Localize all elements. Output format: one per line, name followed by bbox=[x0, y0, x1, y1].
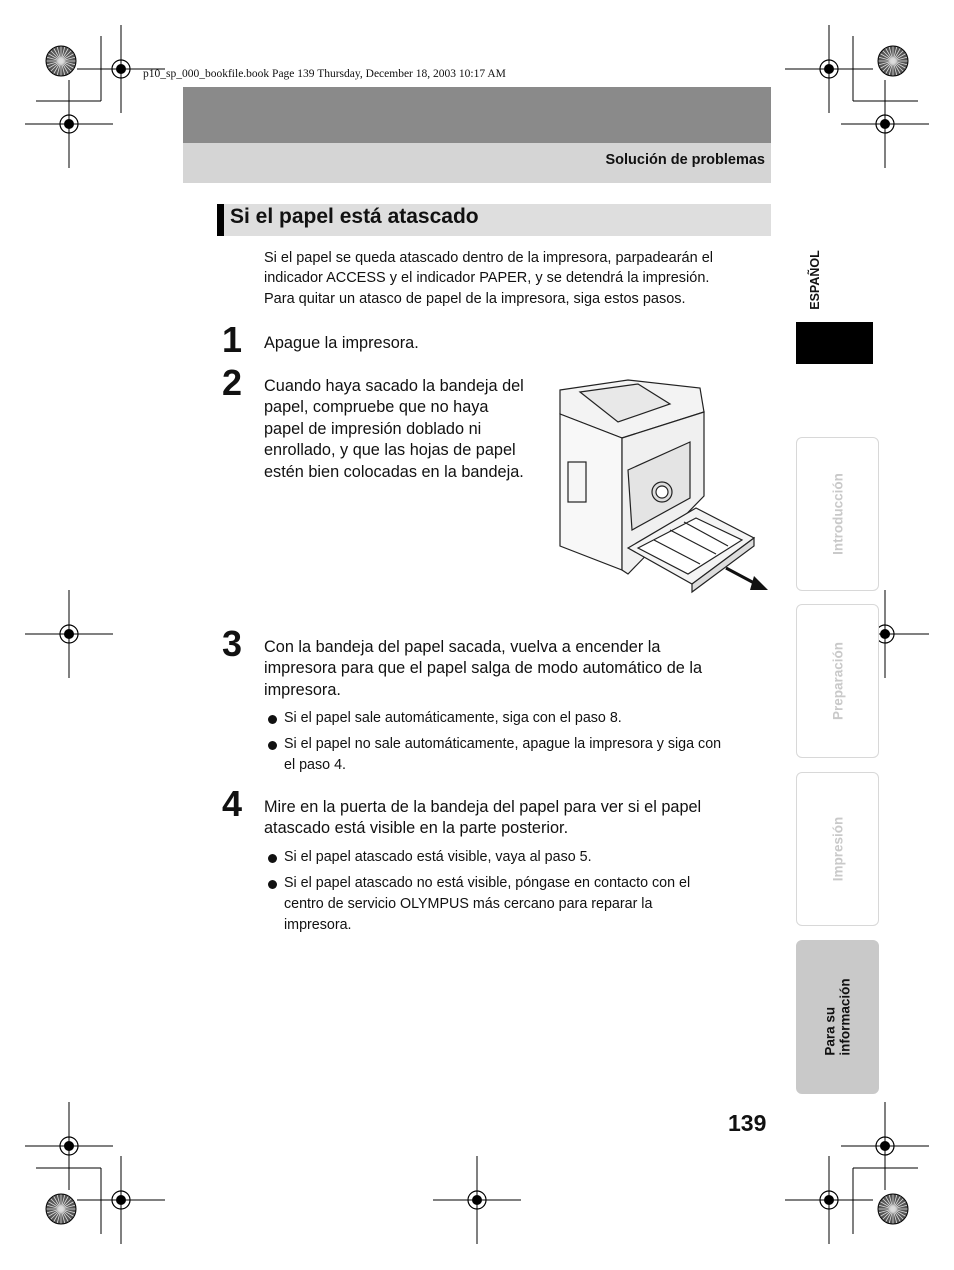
intro-paragraph bbox=[264, 248, 774, 309]
bullet-line: el paso 4. bbox=[284, 757, 346, 773]
step-line: impresora. bbox=[264, 680, 341, 699]
printer-paper-tray-illustration bbox=[558, 378, 770, 600]
step-line: estén bien colocadas en la bandeja. bbox=[264, 462, 524, 481]
bullet-line: Si el papel atascado no está visible, póngase en contacto con el bbox=[284, 875, 691, 891]
bullet-line: Si el papel sale automáticamente, siga con el paso 8. bbox=[284, 710, 622, 726]
step-line: enrollado, y que las hojas de papel bbox=[264, 441, 516, 460]
page-title: Si el papel está atascado bbox=[230, 205, 479, 228]
step-line: impresora para que el papel salga de modo automático de la bbox=[264, 659, 703, 678]
crosshair-icon bbox=[785, 1156, 873, 1244]
step-text bbox=[264, 797, 774, 840]
page-number: 139 bbox=[728, 1110, 767, 1136]
crosshair-icon bbox=[77, 1156, 165, 1244]
step-number: 2 bbox=[222, 362, 243, 403]
intro-line: indicador ACCESS y el indicador PAPER, y se detendrá la impresión. bbox=[264, 270, 710, 287]
language-label-text: ESPAÑOL bbox=[808, 250, 822, 310]
bullet-line: centro de servicio OLYMPUS más cercano para reparar la bbox=[284, 896, 653, 912]
language-block bbox=[796, 322, 873, 364]
tab-introduccion[interactable] bbox=[796, 437, 879, 591]
rosette-icon bbox=[46, 1194, 76, 1224]
crosshair-icon bbox=[25, 1102, 113, 1190]
rosette-icon bbox=[46, 46, 76, 76]
tab-preparacion[interactable] bbox=[796, 604, 879, 758]
step-text bbox=[264, 333, 419, 354]
crosshair-icon bbox=[433, 1156, 521, 1244]
bullet-dot-icon bbox=[268, 880, 277, 889]
crosshair-icon bbox=[785, 25, 873, 113]
step-line: Cuando haya sacado la bandeja del bbox=[264, 377, 524, 395]
step-text bbox=[264, 376, 564, 483]
step-line: Mire en la puerta de la bandeja del papel para ver si el papel bbox=[264, 798, 702, 816]
header-band bbox=[183, 87, 771, 143]
tab-label: Impresión bbox=[830, 816, 845, 882]
bullet-line: Si el papel no sale automáticamente, apague la impresora y siga con bbox=[284, 736, 722, 752]
file-header: p10_sp_000_bookfile.book Page 139 Thursday, December 18, 2003 10:17 AM bbox=[143, 68, 506, 80]
step-text bbox=[264, 637, 774, 701]
step-number: 3 bbox=[222, 623, 243, 664]
bullet-dot-icon bbox=[268, 715, 277, 724]
bullet-text bbox=[284, 708, 772, 729]
rosette-icon bbox=[878, 46, 908, 76]
tab-impresion[interactable] bbox=[796, 772, 879, 926]
rosette-icon bbox=[878, 1194, 908, 1224]
intro-line: Para quitar un atasco de papel de la impresora, siga estos pasos. bbox=[264, 290, 686, 307]
bullet-item bbox=[268, 734, 772, 776]
title-accent bbox=[217, 204, 224, 236]
section-label: Solución de problemas bbox=[605, 152, 765, 168]
step-number: 1 bbox=[222, 319, 243, 360]
step-number: 4 bbox=[222, 783, 243, 824]
crosshair-icon bbox=[25, 80, 113, 168]
step-line: papel, compruebe que no haya bbox=[264, 398, 489, 417]
bullet-text bbox=[284, 734, 772, 776]
tab-label: Para su información bbox=[822, 978, 852, 1056]
bullet-text bbox=[284, 873, 772, 936]
bullet-text bbox=[284, 847, 772, 868]
crosshair-icon bbox=[841, 1102, 929, 1190]
tab-para-su-informacion[interactable] bbox=[796, 940, 879, 1094]
tab-label: Preparación bbox=[830, 641, 845, 721]
bullet-dot-icon bbox=[268, 854, 277, 863]
step-line: atascado está visible en la parte posterior. bbox=[264, 819, 569, 838]
step-line: papel de impresión doblado ni bbox=[264, 419, 482, 438]
bullet-dot-icon bbox=[268, 741, 277, 750]
bullet-item bbox=[268, 708, 772, 729]
crosshair-icon bbox=[25, 590, 113, 678]
bullet-item bbox=[268, 847, 772, 868]
step-line: Con la bandeja del papel sacada, vuelva a encender la bbox=[264, 638, 661, 656]
intro-line: Si el papel se queda atascado dentro de la impresora, parpadearán el bbox=[264, 250, 713, 266]
step-line: Apague la impresora. bbox=[264, 334, 419, 352]
bullet-item bbox=[268, 873, 772, 936]
tab-label: Introducción bbox=[830, 473, 845, 555]
bullet-line: impresora. bbox=[284, 917, 352, 933]
crosshair-icon bbox=[841, 80, 929, 168]
bullet-line: Si el papel atascado está visible, vaya al paso 5. bbox=[284, 849, 592, 865]
language-label bbox=[804, 240, 826, 320]
